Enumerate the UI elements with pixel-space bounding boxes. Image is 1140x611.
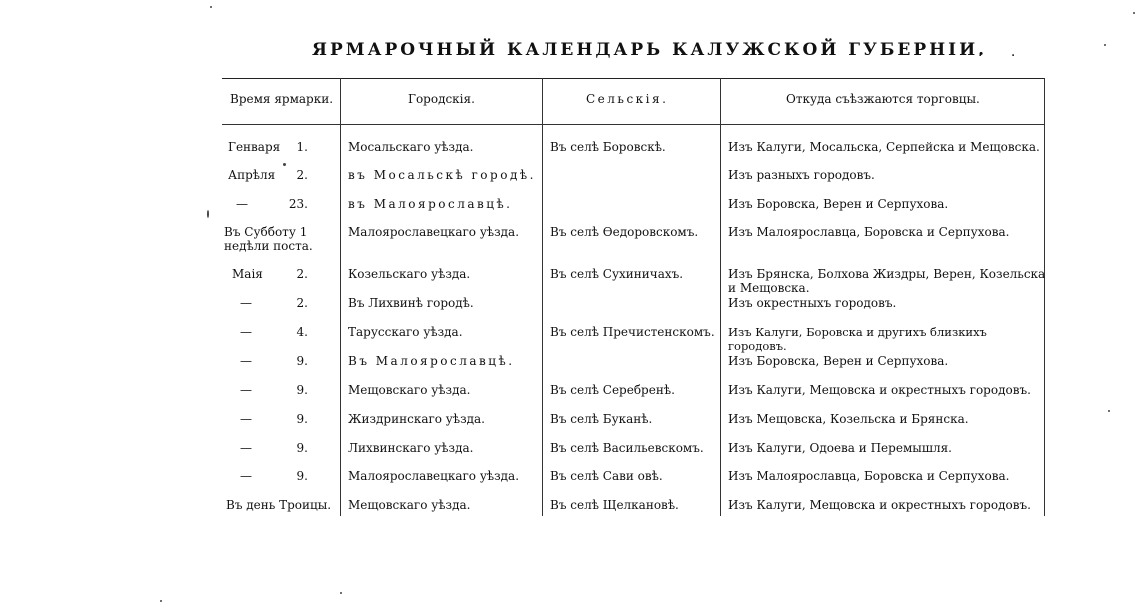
from-cell: Изъ Боровска, Верен и Серпухова. — [728, 354, 949, 368]
from-cell: Изъ Калуги, Одоева и Перемышля. — [728, 441, 952, 455]
column-divider — [542, 78, 543, 516]
month: — — [240, 296, 252, 310]
village-cell: Въ селѣ Сухиничахъ. — [550, 267, 684, 281]
print-speck — [1133, 12, 1135, 14]
village-cell: Въ селѣ Щелкановѣ. — [550, 498, 679, 512]
from-cell: Изъ Калуги, Мещовска и окрестныхъ городовъ. — [728, 383, 1031, 397]
header-rule — [222, 124, 1045, 125]
header-town: Городскiя. — [408, 92, 475, 106]
town-cell: Мосальскаго уѣзда. — [348, 140, 474, 154]
from-cell: Изъ Боровска, Верен и Серпухова. — [728, 197, 949, 211]
from-cell: Изъ Брянска, Болхова Жиздры, Верен, Козельска и Мещовска. — [728, 267, 1046, 295]
village-cell: Въ селѣ Сави овѣ. — [550, 469, 663, 483]
print-speck — [1104, 44, 1106, 46]
month: — — [240, 412, 252, 426]
day: 2. — [296, 296, 308, 310]
print-speck — [340, 592, 342, 594]
town-cell: Мещовскаго уѣзда. — [348, 498, 471, 512]
town-cell: Малоярославецкаго уѣзда. — [348, 225, 520, 239]
header-village: Сельскiя. — [586, 92, 669, 106]
month: Генваря — [228, 140, 281, 154]
day: 9. — [296, 469, 308, 483]
from-cell: Изъ Малоярославца, Боровска и Серпухова. — [728, 469, 1010, 483]
town-cell: въ Малоярославцѣ. — [348, 197, 513, 211]
village-cell: Въ селѣ Боровскѣ. — [550, 140, 666, 154]
from-cell: Изъ Калуги, Мосальска, Серпейска и Мещовска. — [728, 140, 1040, 154]
from-cell: Изъ Малоярославца, Боровска и Серпухова. — [728, 225, 1010, 239]
print-speck — [210, 6, 212, 8]
town-cell: Лихвинскаго уѣзда. — [348, 441, 474, 455]
print-speck — [1108, 410, 1110, 412]
town-cell: Жиздринскаго уѣзда. — [348, 412, 485, 426]
from-cell: Изъ Мещовска, Козельска и Брянска. — [728, 412, 969, 426]
month: Маія — [232, 267, 263, 281]
village-cell: Въ селѣ Ѳедоровскомъ. — [550, 225, 699, 239]
header-date: Время ярмарки. — [230, 92, 334, 106]
town-cell: Козельскаго уѣзда. — [348, 267, 471, 281]
print-speck — [207, 210, 209, 218]
day: 9. — [296, 412, 308, 426]
month: — — [236, 197, 248, 211]
month: Апрѣля — [228, 168, 276, 182]
page-title: ЯРМАРОЧНЫЙ КАЛЕНДАРЬ КАЛУЖСКОЙ ГУБЕРНIИ. — [312, 40, 988, 60]
from-cell: Изъ Калуги, Мещовска и окрестныхъ городовъ. — [728, 498, 1031, 512]
day: 4. — [296, 325, 308, 339]
town-cell: Малоярославецкаго уѣзда. — [348, 469, 520, 483]
from-cell: Изъ разныхъ городовъ. — [728, 168, 875, 182]
village-cell: Въ селѣ Пречистенскомъ. — [550, 325, 715, 339]
fair-calendar-table — [222, 78, 1045, 516]
print-speck — [283, 163, 286, 166]
date-text: Въ день Троицы. — [226, 498, 332, 512]
day: 23. — [288, 197, 308, 211]
print-speck — [160, 600, 162, 602]
column-divider — [340, 78, 341, 516]
month: — — [240, 441, 252, 455]
month: — — [240, 325, 252, 339]
town-cell: Тарусскаго уѣзда. — [348, 325, 463, 339]
from-cell: Изъ окрестныхъ городовъ. — [728, 296, 897, 310]
town-cell: Въ Лихвинѣ городѣ. — [348, 296, 474, 310]
town-cell: въ Мосальскѣ городѣ. — [348, 168, 536, 182]
day: 9. — [296, 354, 308, 368]
date-text: Въ Субботу 1 недѣли поста. — [224, 225, 313, 253]
month: — — [240, 383, 252, 397]
from-cell: Изъ Калуги, Боровска и другихъ близкихъ городовъ. — [728, 325, 987, 353]
column-divider — [720, 78, 721, 516]
day: 2. — [296, 267, 308, 281]
day: 9. — [296, 383, 308, 397]
village-cell: Въ селѣ Васильевскомъ. — [550, 441, 704, 455]
town-cell: Въ Малоярославцѣ. — [348, 354, 515, 368]
day: 1. — [296, 140, 308, 154]
month: — — [240, 354, 252, 368]
day: 9. — [296, 441, 308, 455]
month: — — [240, 469, 252, 483]
table-top-rule — [222, 78, 1045, 79]
title-dots: . . — [978, 44, 1028, 60]
town-cell: Мещовскаго уѣзда. — [348, 383, 471, 397]
header-from: Откуда съѣзжаются торговцы. — [786, 92, 980, 106]
village-cell: Въ селѣ Серебренѣ. — [550, 383, 675, 397]
day: 2. — [296, 168, 308, 182]
village-cell: Въ селѣ Буканѣ. — [550, 412, 653, 426]
